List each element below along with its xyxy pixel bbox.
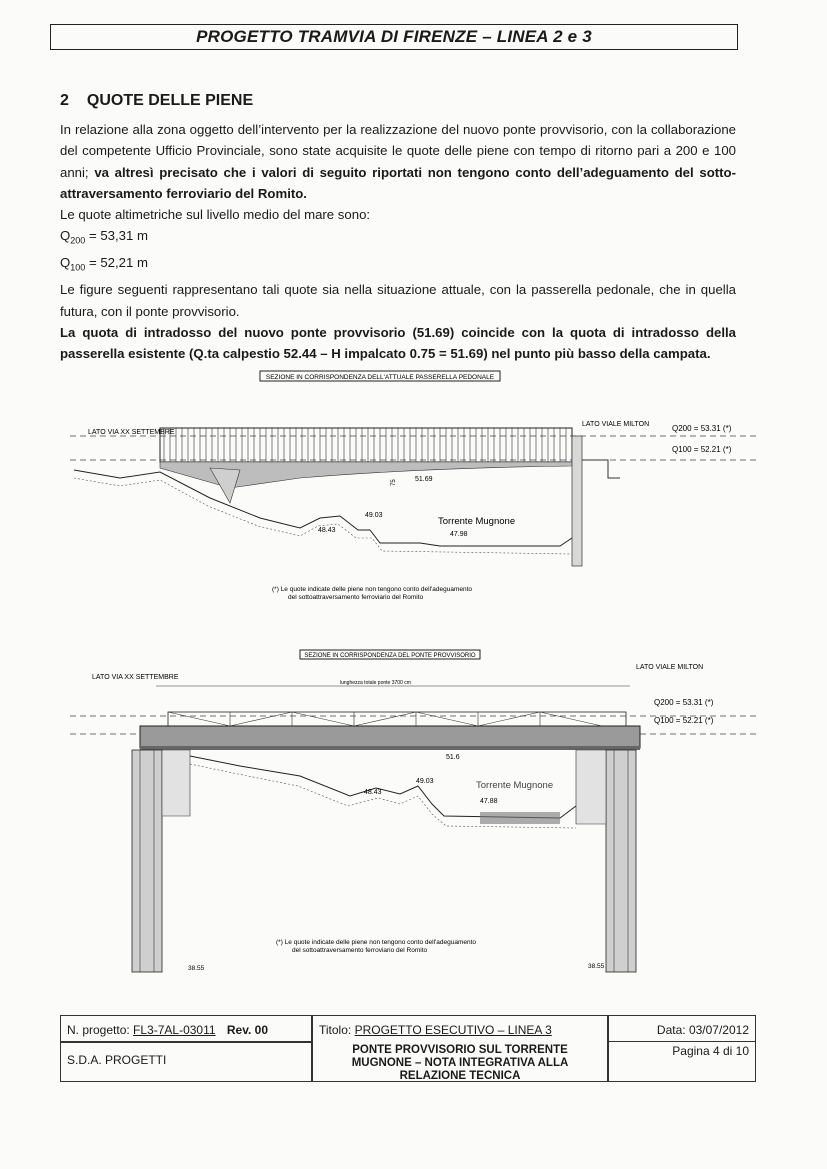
figure2-intradosso: 51.6	[446, 754, 460, 761]
figure2-note-line2: del sottoattraversamento ferroviario del Romito	[292, 947, 428, 954]
figure2-base-right: 38.55	[588, 963, 605, 970]
title-label: Titolo:	[319, 1023, 352, 1037]
figure2-level-mid: 49.03	[416, 778, 434, 785]
rev-label: Rev. 00	[226, 1023, 269, 1037]
page-header	[50, 24, 738, 50]
figure1-note-line1: (*) Le quote indicate delle piene non tengono conto dell'adeguamento	[272, 586, 473, 593]
q200-sub: 200	[70, 236, 86, 247]
project-code: FL3-7AL-03011	[133, 1023, 216, 1037]
project-label: N. progetto:	[67, 1023, 130, 1037]
figure1-intradosso: 51.69	[415, 476, 433, 483]
document-description: PONTE PROVVISORIO SUL TORRENTE MUGNONE – NOTA INTEGRATIVA ALLA RELAZIONE TECNICA	[351, 1044, 569, 1082]
q200-label: Q	[60, 228, 71, 244]
figure1-q100: Q100 = 52.21 (*)	[672, 445, 732, 454]
company-name: S.D.A. PROGETTI	[67, 1053, 167, 1067]
body-text	[60, 119, 736, 365]
figure1-h: 75	[391, 479, 397, 486]
figure2-right-label: LATO VIALE MILTON	[636, 664, 704, 671]
header-title: PROGETTO TRAMVIA DI FIRENZE – LINEA 2 e 3	[196, 27, 592, 46]
title-block	[60, 1007, 760, 1089]
company-cell	[60, 1042, 312, 1082]
project-cell	[60, 1015, 312, 1042]
figure1-note-line2: del sottoattraversamento ferroviario del Romito	[288, 594, 424, 601]
paragraph-4: La quota di intradosso del nuovo ponte provvisorio (51.69) coincide con la quota di intradosso della passerella esistente (Q.ta calpestio 52.44 – H impalcato 0.75 = 51.69) nel punto più basso della campata.	[60, 324, 736, 362]
title-cell	[312, 1015, 608, 1082]
figure2-span-label: lunghezza totale ponte 3700 cm	[340, 680, 411, 686]
p1-text: In relazione alla zona oggetto dell’intervento per la realizzazione del nuovo ponte provvisorio, con la collaborazione del competente Ufficio Provinciale, sono state acquisite le quote delle piene con tempo di ritorno pari a 200 e 100 anni;	[60, 122, 736, 180]
q100-label: Q	[60, 255, 71, 271]
p1-bold-text: va altresì precisato che i valori di seguito riportati non tengono conto dell’adeguamento del sotto-attraversamento ferroviario del Romito.	[60, 164, 736, 201]
figure1-left-label: LATO VIA XX SETTEMBRE	[88, 429, 175, 436]
q100-line	[60, 252, 736, 279]
q100-value: = 52,21 m	[85, 255, 148, 271]
paragraph-2: Le quote altimetriche sul livello medio del mare sono:	[60, 207, 371, 223]
figure1-river: Torrente Mugnone	[438, 516, 516, 527]
figure-provisional-bridge	[60, 646, 766, 992]
figure2-river: Torrente Mugnone	[476, 780, 554, 791]
paragraph-3: Le figure seguenti rappresentano tali quote sia nella situazione attuale, con la passerella pedonale, che in quella futura, con il ponte provvisorio.	[60, 282, 736, 319]
figure1-q200: Q200 = 53.31 (*)	[672, 424, 732, 433]
q200-value: = 53,31 m	[85, 228, 148, 244]
figure-existing-footbridge	[60, 368, 766, 608]
figure2-q100: Q100 = 52.21 (*)	[654, 716, 714, 725]
figure2-level-bottom: 47.88	[480, 798, 498, 805]
figure2-q200: Q200 = 53.31 (*)	[654, 698, 714, 707]
paragraph-1	[60, 119, 736, 204]
section-heading	[60, 92, 253, 110]
figure1-caption: SEZIONE IN CORRISPONDENZA DELL'ATTUALE PASSERELLA PEDONALE	[265, 374, 495, 381]
page-cell	[608, 1042, 756, 1082]
section-title: QUOTE DELLE PIENE	[86, 92, 254, 109]
section-number: 2	[60, 92, 69, 109]
figure2-note-line1: (*) Le quote indicate delle piene non tengono conto dell'adeguamento	[276, 939, 477, 946]
q200-line	[60, 225, 736, 252]
figure1-level-bottom: 47.98	[450, 531, 468, 538]
date-value: Data: 03/07/2012	[656, 1023, 749, 1037]
figure1-railing	[164, 428, 566, 462]
q100-sub: 100	[70, 263, 86, 274]
figure2-left-label: LATO VIA XX SETTEMBRE	[92, 674, 179, 681]
figure1-level-mid: 49.03	[365, 512, 383, 519]
figure2-base-left: 38.55	[188, 965, 205, 972]
figure1-level-left: 48.43	[318, 527, 336, 534]
date-cell	[608, 1015, 756, 1042]
figure2-caption: SEZIONE IN CORRISPONDENZA DEL PONTE PROVVISORIO	[304, 653, 476, 659]
figure2-level-left: 48.43	[364, 789, 382, 796]
title-value: PROGETTO ESECUTIVO – LINEA 3	[354, 1023, 552, 1037]
page-number: Pagina 4 di 10	[672, 1044, 749, 1058]
figure1-right-label: LATO VIALE MILTON	[582, 421, 650, 428]
